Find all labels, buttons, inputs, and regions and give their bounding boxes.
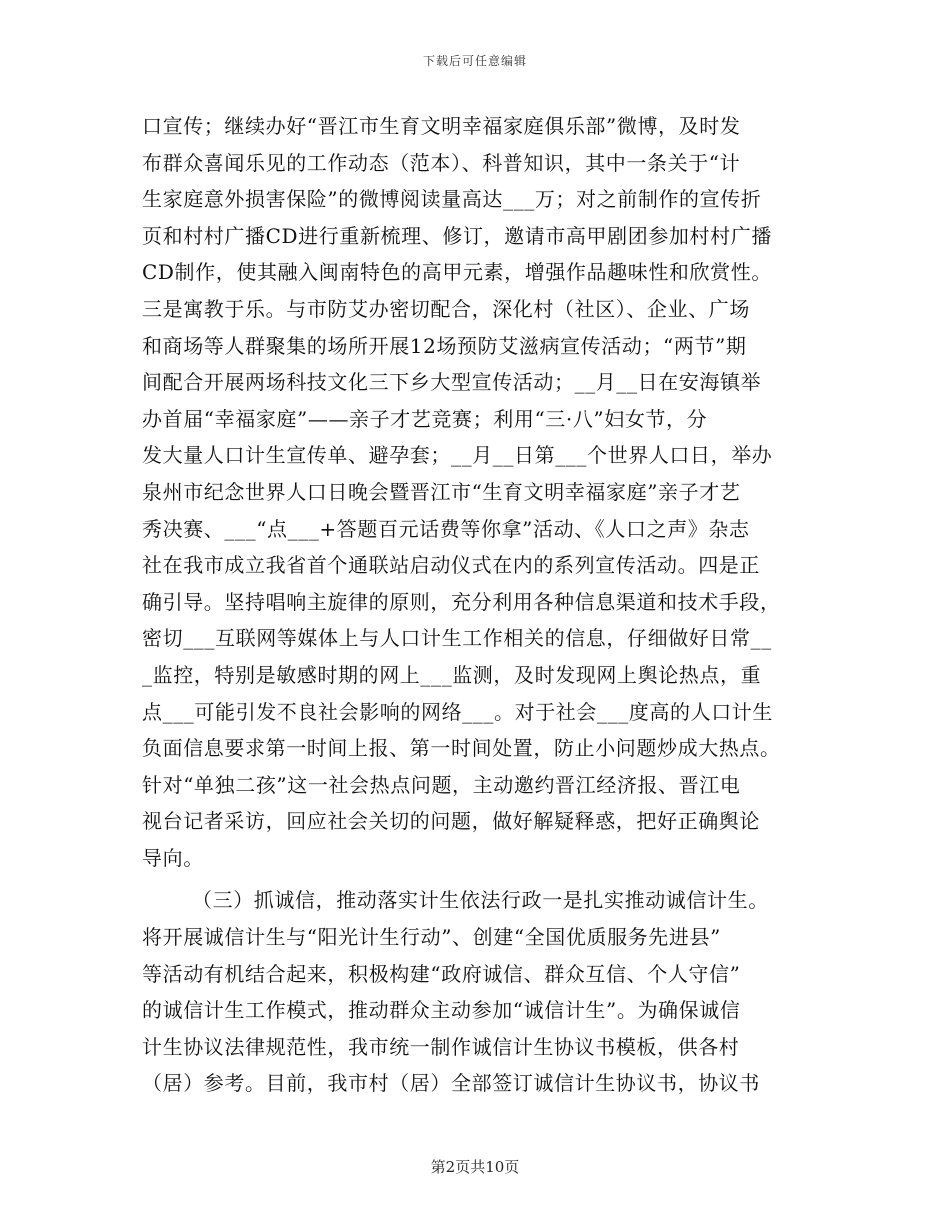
text-line: 计生协议法律规范性，我市统一制作诚信计生协议书模板，供各村 <box>142 1034 740 1059</box>
text-line: （三）抓诚信，推动落实计生依法行政一是扎实推动诚信计生。 <box>192 888 769 913</box>
text-line: 确引导。坚持唱响主旋律的原则，充分利用各种信息渠道和技术手段， <box>142 589 781 614</box>
text-line: 社在我市成立我省首个通联站启动仪式在内的系列宣传活动。四是正 <box>142 553 760 578</box>
text-line: 口宣传；继续办好“晋江市生育文明幸福家庭俱乐部”微博，及时发 <box>142 114 741 138</box>
text-line: 的诚信计生工作模式，推动群众主动参加“诚信计生”。为确保诚信 <box>142 998 741 1023</box>
text-line: 等活动有机结合起来，积极构建“政府诚信、群众互信、个人守信” <box>142 961 741 986</box>
text-line: 页和村村广播CD进行重新梳理、修订，邀请市高甲剧团参加村村广播 <box>142 223 772 248</box>
text-line: 视台记者采访，回应社会关切的问题，做好解疑释惑，把好正确舆论 <box>142 809 760 834</box>
text-line: 间配合开展两场科技文化三下乡大型宣传活动；__月__日在安海镇举 <box>142 370 762 395</box>
text-line: 将开展诚信计生与“阳光计生行动”、创建“全国优质服务先进县” <box>142 925 721 950</box>
text-line: _监控，特别是敏感时期的网上___监测，及时发现网上舆论热点，重 <box>142 662 762 687</box>
text-line: （居）参考。目前，我市村（居）全部签订诚信计生协议书，协议书 <box>142 1071 760 1096</box>
text-line: 秀决赛、___“点___+答题百元话费等你拿”活动、《人口之声》杂志 <box>142 516 750 541</box>
text-line: 三是寓教于乐。与市防艾办密切配合，深化村（社区）、企业、广场 <box>142 296 750 321</box>
text-line: 和商场等人群聚集的场所开展12场预防艾滋病宣传活动；“两节”期 <box>142 333 747 358</box>
text-line: 布群众喜闻乐见的工作动态（范本）、科普知识，其中一条关于“计 <box>142 150 741 175</box>
text-line: CD制作，使其融入闽南特色的高甲元素，增强作品趣味性和欣赏性。 <box>142 260 772 285</box>
text-line: 生家庭意外损害保险”的微博阅读量高达___万；对之前制作的宣传折 <box>142 187 762 212</box>
page-header: 下载后可任意编辑 <box>422 54 527 68</box>
text-line: 导向。 <box>142 845 204 870</box>
text-line: 负面信息要求第一时间上报、第一时间处置，防止小问题炒成大热点。 <box>142 736 781 761</box>
text-line: 点___可能引发不良社会影响的网络___。对于社会___度高的人口计生 <box>142 699 773 724</box>
document-body <box>142 108 810 1102</box>
text-line: 泉州市纪念世界人口日晚会暨晋江市“生育文明幸福家庭”亲子才艺 <box>142 479 741 504</box>
text-line: 办首届“幸福家庭”——亲子才艺竞赛；利用“三·八”妇女节，分 <box>142 406 708 431</box>
text-line: 密切___互联网等媒体上与人口计生工作相关的信息，仔细做好日常__ <box>142 626 772 651</box>
page-footer: 第2页共10页 <box>430 1158 520 1176</box>
text-line: 发大量人口计生宣传单、避孕套；__月__日第___个世界人口日，举办 <box>142 443 773 468</box>
text-line: 针对“单独二孩”这一社会热点问题，主动邀约晋江经济报、晋江电 <box>142 772 741 797</box>
